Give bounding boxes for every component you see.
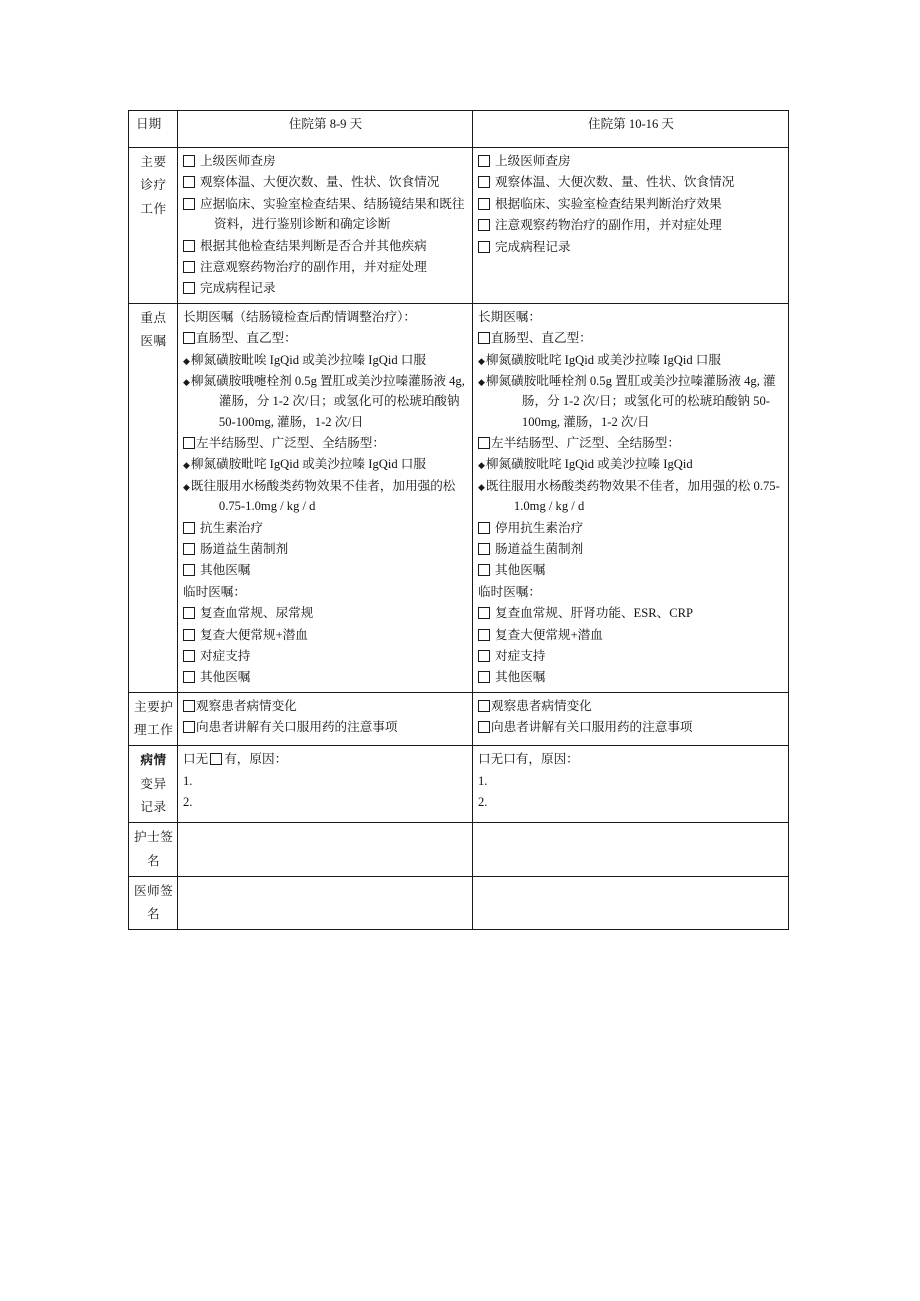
row-label bbox=[129, 303, 178, 692]
checkbox-icon[interactable] bbox=[478, 241, 490, 253]
row-label bbox=[129, 746, 178, 823]
checklist-item[interactable] bbox=[478, 237, 784, 257]
checklist-item[interactable] bbox=[478, 717, 784, 737]
static-text-line: 临时医嘱： bbox=[183, 584, 246, 599]
checklist-item[interactable] bbox=[183, 539, 468, 559]
medication-order-label: 柳氮磺胺毗唉 IgQid 或美沙拉嗪 IgQid 口服 bbox=[190, 352, 426, 367]
static-text-line: 2. bbox=[183, 795, 193, 810]
cell-day-8-9 bbox=[178, 303, 473, 692]
checkbox-icon[interactable] bbox=[183, 261, 195, 273]
diamond-bullet-icon: ◆ bbox=[478, 460, 485, 471]
header-date-label: 日期 bbox=[129, 111, 178, 148]
checklist-item-label: 应据临床、实验室检查结果、结肠镜结果和既往资料，进行鉴别诊断和确定诊断 bbox=[200, 196, 465, 232]
checkbox-icon[interactable] bbox=[210, 753, 222, 765]
table-row bbox=[129, 823, 789, 877]
checklist-item[interactable] bbox=[183, 151, 468, 171]
checklist-item-label: 其他医嘱 bbox=[495, 563, 546, 578]
checklist-item[interactable] bbox=[478, 667, 784, 687]
table-row bbox=[129, 692, 789, 746]
checkbox-icon[interactable] bbox=[478, 155, 490, 167]
table-row bbox=[129, 148, 789, 304]
checklist-item-label: 复查大便常规+潜血 bbox=[495, 627, 603, 642]
checklist-item-label: 其他医嘱 bbox=[200, 670, 251, 685]
cell-day-10-16 bbox=[473, 876, 789, 930]
checkbox-icon[interactable] bbox=[478, 650, 490, 662]
diamond-bullet-icon: ◆ bbox=[478, 355, 485, 366]
medication-order-label: 既往服用水杨酸类药物效果不佳者，加用强的松 0.75-1.0mg / kg / d bbox=[485, 478, 780, 514]
diamond-bullet-icon: ◆ bbox=[183, 460, 190, 471]
medication-order-label: 既往服用水杨酸类药物效果不佳者，加用强的松 0.75-1.0mg / kg / d bbox=[190, 478, 456, 514]
cell-day-10-16 bbox=[473, 148, 789, 304]
checklist-item[interactable] bbox=[478, 696, 784, 716]
cell-day-10-16 bbox=[473, 823, 789, 877]
checklist-item-label: 左半结肠型、广泛型、全结肠型： bbox=[491, 436, 680, 451]
checklist-item[interactable] bbox=[183, 278, 468, 298]
checklist-item-label: 完成病程记录 bbox=[200, 281, 276, 296]
checklist-item[interactable] bbox=[183, 194, 468, 235]
checklist-item-label: 注意观察药物治疗的副作用，并对症处理 bbox=[495, 218, 722, 233]
medication-order-label: 柳氮磺胺吡唾栓剂 0.5g 置肛或美沙拉嗪灌肠液 4g, 灌肠，分 1-2 次/日；或氢化可的松琥珀酸钠 50-100mg, 灌肠，1-2 次/日 bbox=[485, 373, 776, 429]
checkbox-icon[interactable] bbox=[183, 437, 195, 449]
table-row bbox=[129, 746, 789, 823]
checklist-item-label: 复查血常规、尿常规 bbox=[200, 606, 314, 621]
checkbox-icon[interactable] bbox=[183, 671, 195, 683]
cell-day-8-9 bbox=[178, 876, 473, 930]
checklist-item[interactable] bbox=[183, 603, 468, 623]
variance-none-label: 口无 bbox=[183, 752, 209, 767]
row-label-line: 记录 bbox=[140, 799, 167, 814]
static-text-line: 口无口有，原因： bbox=[478, 752, 579, 767]
row-label-line: 名 bbox=[146, 853, 161, 868]
checklist-item[interactable] bbox=[478, 646, 784, 666]
header-column-day-10-16: 住院第 10-16 天 bbox=[473, 111, 789, 148]
header-column-day-8-9: 住院第 8-9 天 bbox=[178, 111, 473, 148]
cell-item-list bbox=[183, 749, 468, 812]
checkbox-icon[interactable] bbox=[183, 240, 195, 252]
checklist-item-label: 抗生素治疗 bbox=[200, 520, 263, 535]
row-label-line: 医嘱 bbox=[140, 334, 167, 349]
checkbox-icon[interactable] bbox=[183, 543, 195, 555]
checkbox-icon[interactable] bbox=[183, 282, 195, 294]
checklist-item-label: 上级医师查房 bbox=[200, 154, 276, 168]
checklist-item[interactable] bbox=[183, 696, 468, 716]
checklist-item-label: 对症支持 bbox=[495, 648, 546, 663]
checkbox-icon[interactable] bbox=[478, 437, 490, 449]
checklist-item-label: 复查大便常规+潜血 bbox=[200, 627, 308, 642]
checklist-item[interactable] bbox=[478, 625, 784, 645]
checklist-item-label: 直肠型、直乙型： bbox=[196, 331, 297, 346]
checklist-item[interactable] bbox=[183, 625, 468, 645]
checklist-item[interactable] bbox=[183, 518, 468, 538]
row-label bbox=[129, 876, 178, 930]
checklist-item[interactable] bbox=[183, 328, 468, 348]
cell-day-8-9 bbox=[178, 823, 473, 877]
checklist-item-label: 肠道益生菌制剂 bbox=[200, 542, 289, 557]
table-row bbox=[129, 876, 789, 930]
cell-item-list bbox=[183, 307, 468, 688]
checklist-item[interactable] bbox=[183, 236, 468, 256]
checkbox-icon[interactable] bbox=[183, 629, 195, 641]
medication-order-item bbox=[478, 350, 784, 370]
medication-order-label: 柳氮磺胺哦嚏栓剂 0.5g 置肛或美沙拉嗪灌肠液 4g, 灌肠，分 1-2 次/日；或氢化可的松琥珀酸钠 50-100mg, 灌肠，1-2 次/日 bbox=[190, 373, 465, 429]
static-text-line: 长期医嘱（结肠镜检查后酌情调整治疗）： bbox=[183, 309, 416, 324]
checkbox-icon[interactable] bbox=[183, 650, 195, 662]
row-label-line: 医师签 bbox=[134, 883, 174, 898]
cell-day-8-9 bbox=[178, 746, 473, 823]
diamond-bullet-icon: ◆ bbox=[183, 376, 190, 387]
table-header-row bbox=[129, 111, 789, 148]
checklist-item-label: 直肠型、直乙型： bbox=[491, 331, 592, 346]
checklist-item-label: 向患者讲解有关口服用药的注意事项 bbox=[491, 720, 693, 735]
checklist-item-label: 向患者讲解有关口服用药的注意事项 bbox=[196, 720, 398, 735]
checkbox-icon[interactable] bbox=[478, 332, 490, 344]
variance-option-row[interactable] bbox=[183, 749, 468, 769]
checkbox-icon[interactable] bbox=[183, 522, 195, 534]
cell-item-list bbox=[183, 880, 468, 890]
checklist-item-label: 完成病程记录 bbox=[495, 239, 571, 254]
checkbox-icon[interactable] bbox=[183, 155, 195, 167]
checklist-item-label: 注意观察药物治疗的副作用，并对症处理 bbox=[200, 259, 427, 274]
row-label-line: 名 bbox=[146, 907, 161, 922]
checklist-item[interactable] bbox=[478, 433, 784, 453]
checklist-item[interactable] bbox=[478, 172, 784, 192]
checklist-item-label: 肠道益生菌制剂 bbox=[495, 542, 584, 557]
row-label bbox=[129, 692, 178, 746]
cell-day-10-16 bbox=[473, 303, 789, 692]
checkbox-icon[interactable] bbox=[478, 671, 490, 683]
row-label-line: 诊疗 bbox=[140, 178, 167, 193]
checkbox-icon[interactable] bbox=[183, 721, 195, 733]
checkbox-icon[interactable] bbox=[478, 607, 490, 619]
diamond-bullet-icon: ◆ bbox=[478, 376, 485, 387]
checkbox-icon[interactable] bbox=[478, 198, 490, 210]
checkbox-icon[interactable] bbox=[478, 219, 490, 231]
checklist-item[interactable] bbox=[478, 194, 784, 214]
checklist-item[interactable] bbox=[183, 667, 468, 687]
cell-day-10-16 bbox=[473, 746, 789, 823]
cell-item-list bbox=[478, 696, 784, 738]
checkbox-icon[interactable] bbox=[478, 700, 490, 712]
table-row bbox=[129, 303, 789, 692]
checklist-item[interactable] bbox=[478, 603, 784, 623]
medication-order-item bbox=[478, 454, 784, 474]
checklist-item[interactable] bbox=[183, 560, 468, 580]
static-text-line: 长期医嘱： bbox=[478, 309, 541, 324]
medication-order-label: 柳氮磺胺吡咤 IgQid 或美沙拉嗪 IgQid 口服 bbox=[485, 352, 721, 367]
static-text-line: 1. bbox=[478, 773, 488, 788]
medication-order-item bbox=[183, 454, 468, 474]
checkbox-icon[interactable] bbox=[478, 522, 490, 534]
cell-day-10-16 bbox=[473, 692, 789, 746]
checklist-item[interactable] bbox=[183, 433, 468, 453]
medication-order-item bbox=[478, 371, 784, 432]
cell-day-8-9 bbox=[178, 692, 473, 746]
checklist-item[interactable] bbox=[183, 646, 468, 666]
diamond-bullet-icon: ◆ bbox=[183, 355, 190, 366]
row-label-line: 病情 bbox=[140, 753, 167, 768]
checkbox-icon[interactable] bbox=[183, 332, 195, 344]
checkbox-icon[interactable] bbox=[478, 564, 490, 576]
medication-order-item bbox=[478, 476, 784, 517]
cell-item-list bbox=[478, 880, 784, 890]
checklist-item[interactable] bbox=[478, 215, 784, 235]
checklist-item-label: 观察患者病情变化 bbox=[196, 698, 297, 713]
row-label-line: 工作 bbox=[140, 201, 167, 216]
medication-order-item bbox=[183, 476, 468, 517]
checklist-item-label: 观察患者病情变化 bbox=[491, 698, 592, 713]
row-label-line: 重点 bbox=[140, 310, 167, 325]
static-text-line: 1. bbox=[183, 773, 193, 788]
checklist-item-label: 复查血常规、肝肾功能、ESR、CRP bbox=[495, 606, 694, 621]
checklist-item[interactable] bbox=[478, 328, 784, 348]
checklist-item-label: 其他医嘱 bbox=[495, 670, 546, 685]
checkbox-icon[interactable] bbox=[478, 721, 490, 733]
checklist-item[interactable] bbox=[478, 560, 784, 580]
checklist-item-label: 左半结肠型、广泛型、全结肠型： bbox=[196, 436, 385, 451]
cell-item-list bbox=[478, 749, 784, 812]
row-label-line: 理工作 bbox=[134, 723, 174, 738]
checklist-item-label: 观察体温、大便次数、量、性状、饮食情况 bbox=[495, 175, 735, 190]
checklist-item-label: 根据临床、实验室检查结果判断治疗效果 bbox=[495, 196, 722, 211]
cell-item-list bbox=[183, 696, 468, 738]
checklist-item-label: 观察体温、大便次数、量、性状、饮食情况 bbox=[200, 175, 440, 190]
variance-yes-label: 有，原因： bbox=[224, 752, 288, 767]
checklist-item[interactable] bbox=[183, 257, 468, 277]
checklist-item-label: 对症支持 bbox=[200, 648, 251, 663]
medication-order-item bbox=[183, 371, 468, 432]
cell-item-list bbox=[478, 151, 784, 257]
checklist-item[interactable] bbox=[183, 172, 468, 192]
checkbox-icon[interactable] bbox=[478, 543, 490, 555]
row-label bbox=[129, 148, 178, 304]
medication-order-label: 柳氮磺胺毗咤 IgQid 或美沙拉嗪 IgQid 口服 bbox=[190, 457, 426, 472]
checkbox-icon[interactable] bbox=[183, 700, 195, 712]
checkbox-icon[interactable] bbox=[183, 198, 195, 210]
checkbox-icon[interactable] bbox=[478, 629, 490, 641]
diamond-bullet-icon: ◆ bbox=[478, 481, 485, 492]
checklist-item-label: 其他医嘱 bbox=[200, 563, 251, 578]
diamond-bullet-icon: ◆ bbox=[183, 481, 190, 492]
medication-order-label: 柳氮磺胺吡咤 IgQid 或美沙拉嗪 IgQid bbox=[485, 457, 693, 472]
cell-item-list bbox=[183, 151, 468, 299]
checklist-item[interactable] bbox=[478, 539, 784, 559]
cell-day-8-9 bbox=[178, 148, 473, 304]
checklist-item-label: 停用抗生素治疗 bbox=[495, 520, 584, 535]
row-label-line: 主要护 bbox=[134, 699, 174, 714]
row-label bbox=[129, 823, 178, 877]
row-label-line: 主要 bbox=[140, 155, 167, 169]
medication-order-item bbox=[183, 350, 468, 370]
clinical-pathway-table bbox=[128, 110, 789, 930]
checklist-item[interactable] bbox=[478, 151, 784, 171]
cell-item-list bbox=[478, 307, 784, 688]
static-text-line: 2. bbox=[478, 795, 488, 810]
checklist-item[interactable] bbox=[478, 518, 784, 538]
cell-item-list bbox=[478, 826, 784, 836]
checkbox-icon[interactable] bbox=[183, 564, 195, 576]
checkbox-icon[interactable] bbox=[183, 607, 195, 619]
static-text-line: 临时医嘱： bbox=[478, 584, 541, 599]
row-label-line: 护士签 bbox=[134, 830, 174, 845]
cell-item-list bbox=[183, 826, 468, 836]
checklist-item[interactable] bbox=[183, 717, 468, 737]
row-label-line: 变异 bbox=[140, 776, 167, 791]
checkbox-icon[interactable] bbox=[183, 176, 195, 188]
checklist-item-label: 上级医师查房 bbox=[495, 154, 571, 168]
checklist-item-label: 根据其他检查结果判断是否合并其他疾病 bbox=[200, 238, 427, 253]
checkbox-icon[interactable] bbox=[478, 176, 490, 188]
